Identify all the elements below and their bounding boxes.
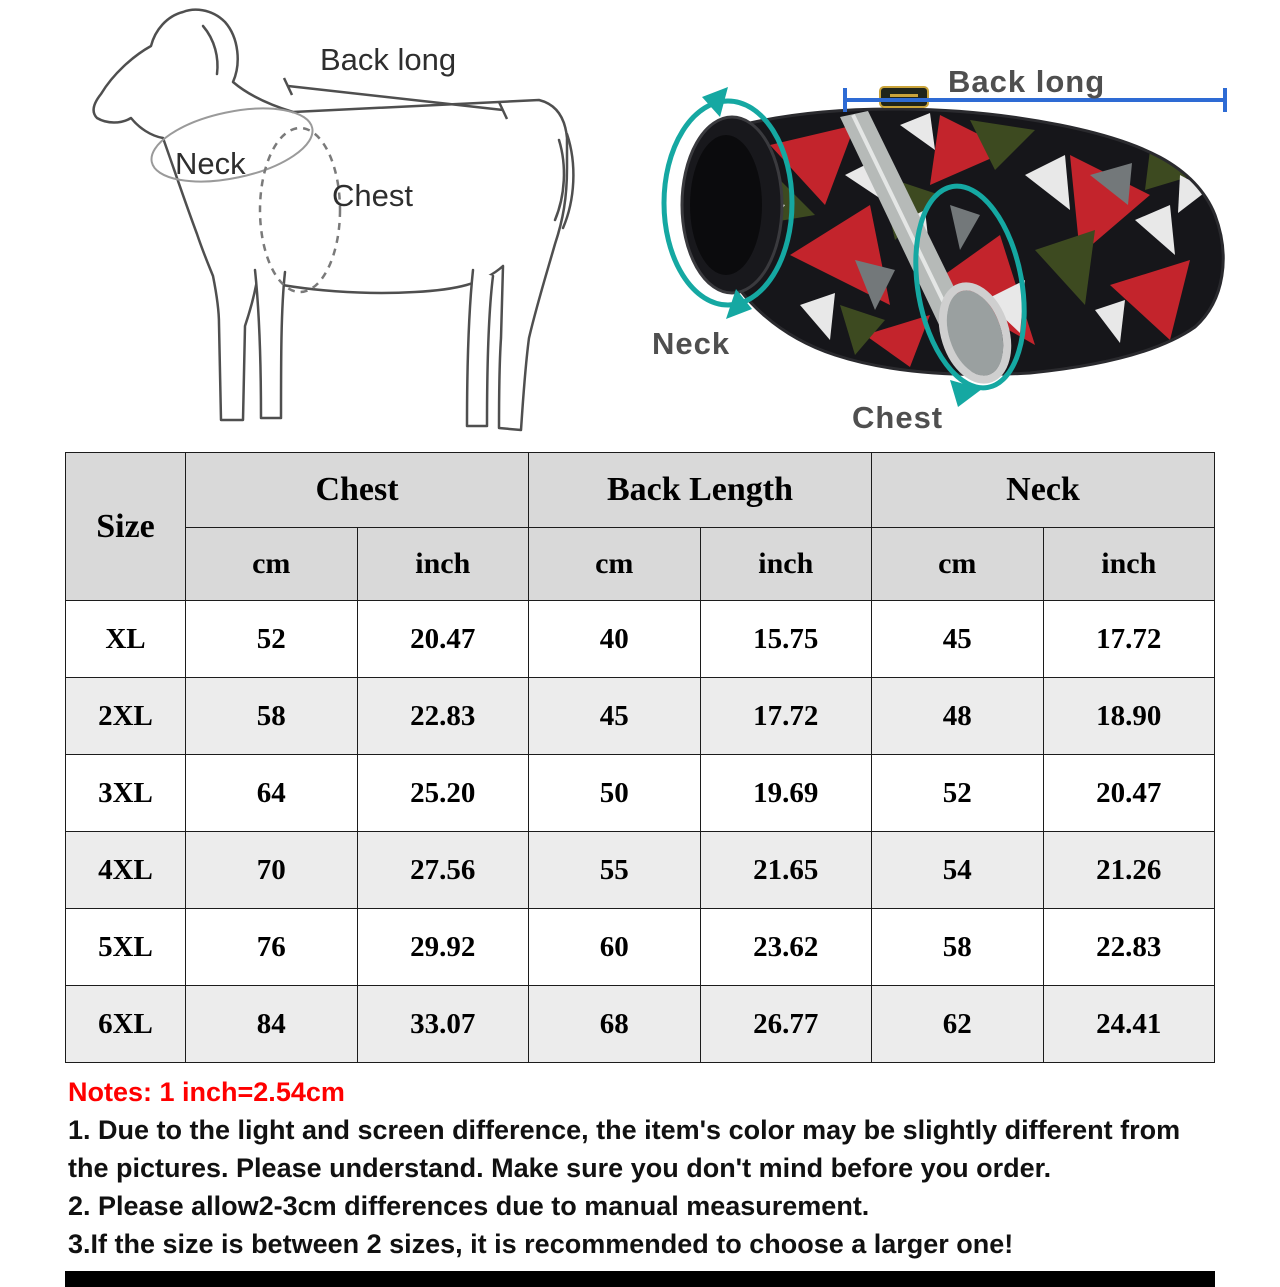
measurement-cell: 21.26 (1043, 832, 1215, 909)
size-row-5xl (66, 909, 1215, 986)
measurement-cell: 50 (529, 755, 701, 832)
neck-group-header: Neck (872, 453, 1215, 528)
measurement-cell: 17.72 (1043, 601, 1215, 678)
back-long-label-left: Back long (320, 42, 457, 77)
measurement-cell: 22.83 (1043, 909, 1215, 986)
size-row-2xl (66, 678, 1215, 755)
measurement-cell: 18.90 (1043, 678, 1215, 755)
measurement-cell: 76 (186, 909, 358, 986)
note-item-3: 3.If the size is between 2 sizes, it is recommended to choose a larger one! (68, 1229, 1014, 1259)
size-cell: XL (66, 601, 186, 678)
size-row-3xl (66, 755, 1215, 832)
size-row-xl (66, 601, 1215, 678)
size-cell: 5XL (66, 909, 186, 986)
measurement-cell: 58 (872, 909, 1044, 986)
size-row-4xl (66, 832, 1215, 909)
measurement-cell: 58 (186, 678, 358, 755)
back-long-label-right: Back long (948, 64, 1106, 99)
size-column-header: Size (66, 453, 186, 601)
measurement-cell: 54 (872, 832, 1044, 909)
unit-header-inch: inch (1043, 528, 1215, 601)
neck-label-left: Neck (175, 146, 246, 181)
brand-patch (880, 87, 928, 107)
measurement-cell: 20.47 (357, 601, 529, 678)
unit-header-cm: cm (186, 528, 358, 601)
unit-header-cm: cm (529, 528, 701, 601)
measurement-cell: 26.77 (700, 986, 872, 1063)
measurement-cell: 62 (872, 986, 1044, 1063)
size-cell: 3XL (66, 755, 186, 832)
size-cell: 6XL (66, 986, 186, 1063)
size-row-6xl (66, 986, 1215, 1063)
size-cell: 4XL (66, 832, 186, 909)
measurement-cell: 19.69 (700, 755, 872, 832)
measurement-cell: 17.72 (700, 678, 872, 755)
notes-section (68, 1073, 1220, 1263)
measurement-cell: 64 (186, 755, 358, 832)
measurement-cell: 52 (186, 601, 358, 678)
measurement-cell: 20.47 (1043, 755, 1215, 832)
bottom-divider-bar (65, 1271, 1215, 1287)
unit-header-inch: inch (700, 528, 872, 601)
measurement-cell: 23.62 (700, 909, 872, 986)
dog-far-front-leg (255, 270, 285, 418)
measurement-cell: 84 (186, 986, 358, 1063)
unit-header-inch: inch (357, 528, 529, 601)
measurement-cell: 27.56 (357, 832, 529, 909)
measurement-cell: 60 (529, 909, 701, 986)
measurement-cell: 21.65 (700, 832, 872, 909)
measurement-cell: 40 (529, 601, 701, 678)
measurement-cell: 15.75 (700, 601, 872, 678)
chest-label-right: Chest (852, 400, 944, 435)
jacket-product-illustration (640, 55, 1260, 445)
note-item-1: 1. Due to the light and screen difference, the item's color may be slightly different from the pictures. Please understand. Make sure you don't mind before you order. (68, 1115, 1181, 1183)
notes-heading: Notes: 1 inch=2.54cm (68, 1077, 345, 1107)
measurement-cell: 25.20 (357, 755, 529, 832)
measurement-cell: 29.92 (357, 909, 529, 986)
chest-label-left: Chest (332, 178, 413, 213)
measurement-cell: 24.41 (1043, 986, 1215, 1063)
neck-label-right: Neck (652, 326, 731, 361)
collar-opening (682, 117, 782, 293)
measurement-cell: 68 (529, 986, 701, 1063)
back-length-group-header: Back Length (529, 453, 872, 528)
note-item-2: 2. Please allow2-3cm differences due to manual measurement. (68, 1191, 870, 1221)
measurement-cell: 52 (872, 755, 1044, 832)
size-guide-illustrations (0, 0, 1280, 452)
measurement-cell: 48 (872, 678, 1044, 755)
measurement-cell: 55 (529, 832, 701, 909)
measurement-cell: 33.07 (357, 986, 529, 1063)
measurement-cell: 45 (872, 601, 1044, 678)
measurement-cell: 70 (186, 832, 358, 909)
measurement-cell: 45 (529, 678, 701, 755)
size-cell: 2XL (66, 678, 186, 755)
size-chart-table (65, 452, 1215, 1063)
unit-header-cm: cm (872, 528, 1044, 601)
measurement-cell: 22.83 (357, 678, 529, 755)
dog-far-hind-leg (467, 270, 493, 426)
chest-group-header: Chest (186, 453, 529, 528)
